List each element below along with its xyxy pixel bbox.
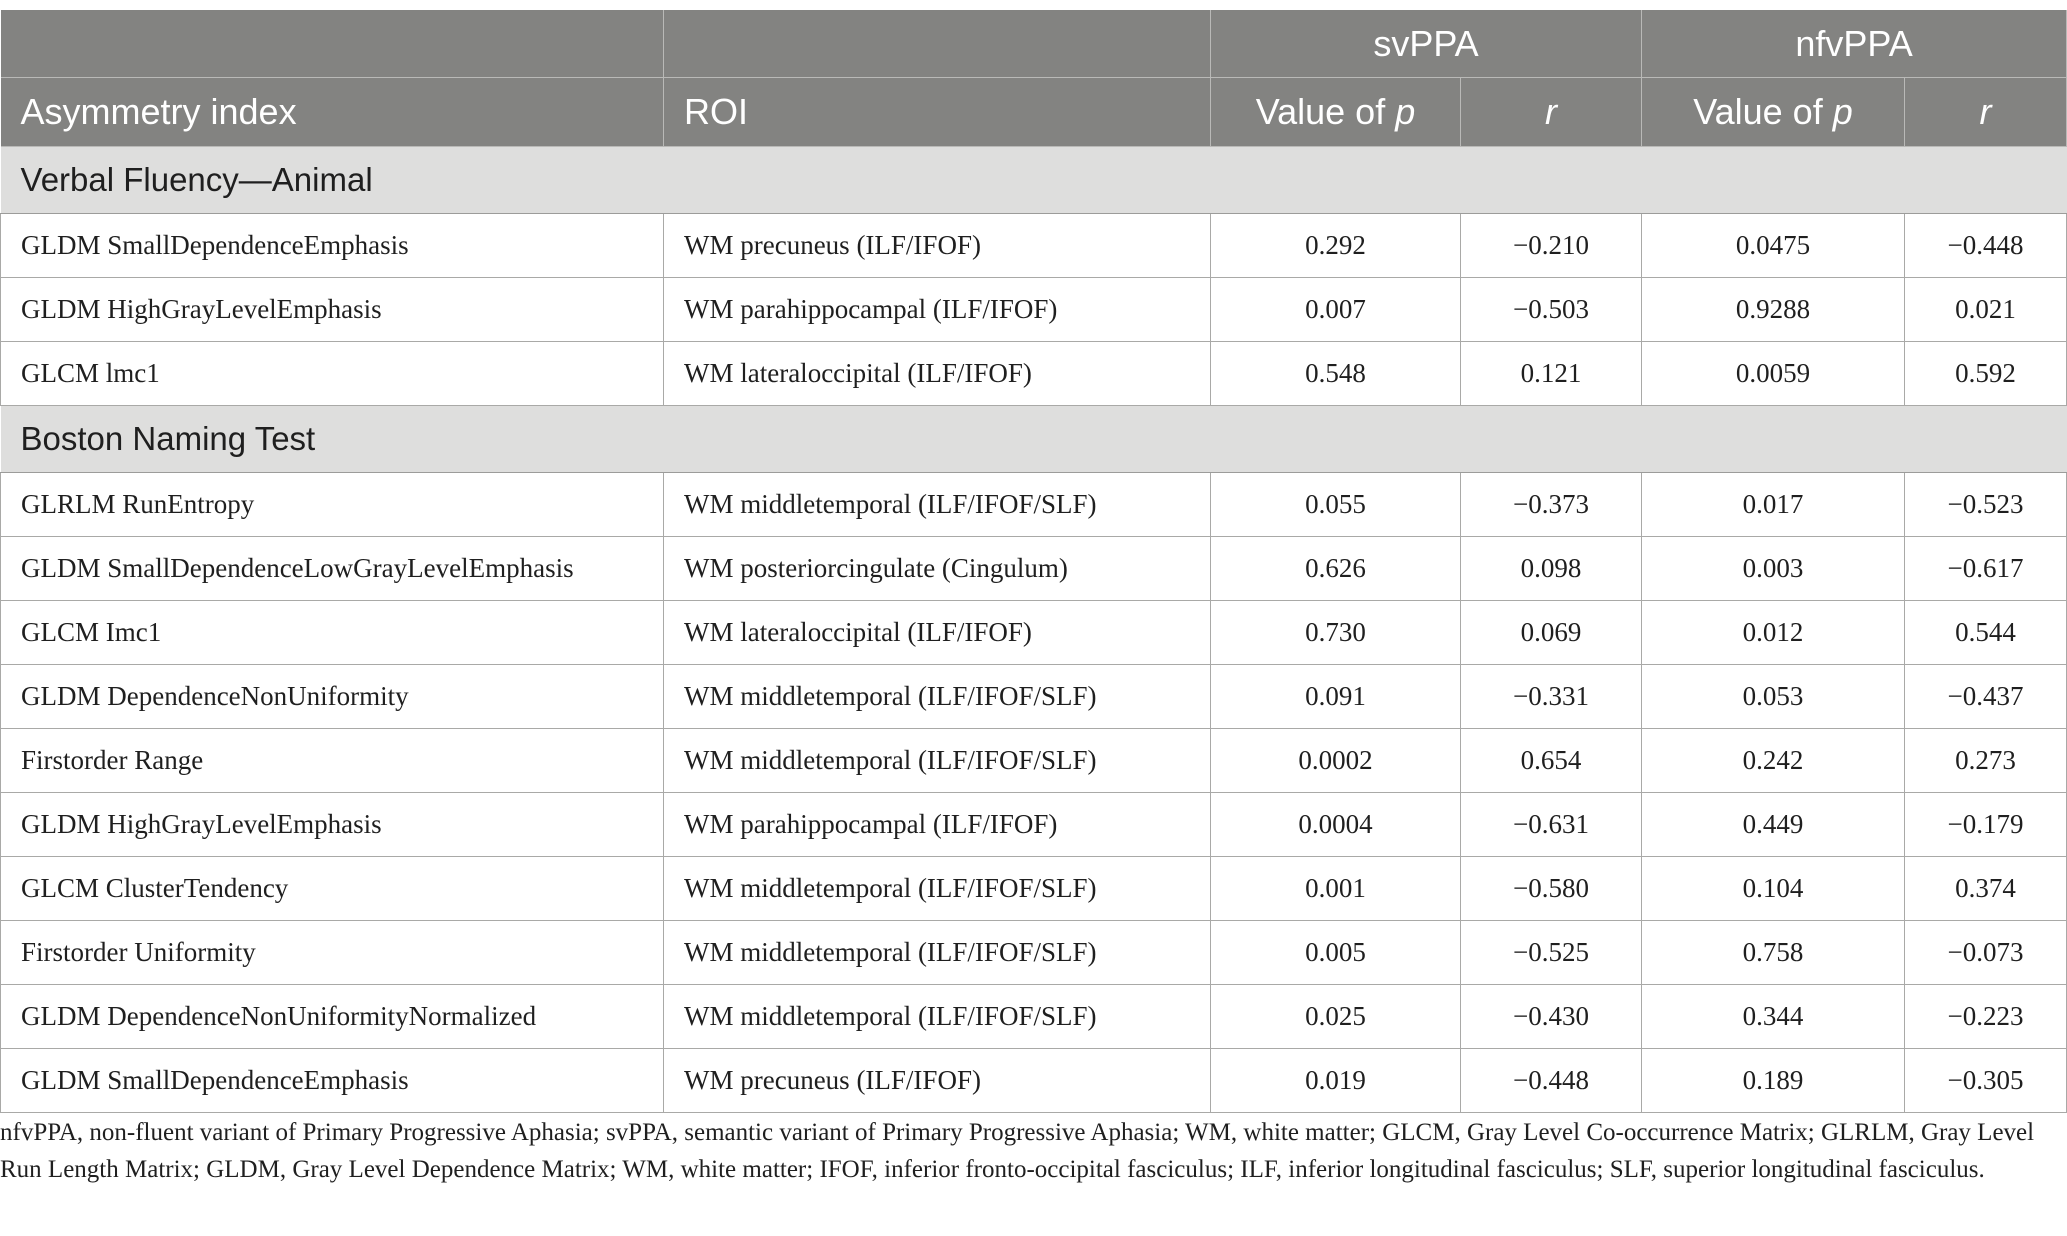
cell-asymmetry-index: GLCM lmc1 xyxy=(1,342,664,406)
table-row xyxy=(1,793,2067,857)
col-header-roi: ROI xyxy=(664,78,1211,147)
col-header-nfv-r xyxy=(1905,78,2067,147)
cell-roi: WM middletemporal (ILF/IFOF/SLF) xyxy=(664,921,1211,985)
cell-roi: WM middletemporal (ILF/IFOF/SLF) xyxy=(664,665,1211,729)
cell-asymmetry-index: GLDM SmallDependenceLowGrayLevelEmphasis xyxy=(1,537,664,601)
cell-nfvppa-p: 0.9288 xyxy=(1642,278,1905,342)
cell-asymmetry-index: GLDM HighGrayLevelEmphasis xyxy=(1,278,664,342)
section-header-row xyxy=(1,406,2067,473)
group-header-row xyxy=(1,10,2067,78)
section-title: Boston Naming Test xyxy=(1,406,2067,473)
table-container xyxy=(0,10,2067,1113)
cell-nfvppa-r: 0.021 xyxy=(1905,278,2067,342)
cell-svppa-p: 0.730 xyxy=(1211,601,1461,665)
cell-svppa-r: −0.525 xyxy=(1461,921,1642,985)
table-row xyxy=(1,214,2067,278)
cell-roi: WM middletemporal (ILF/IFOF/SLF) xyxy=(664,857,1211,921)
cell-nfvppa-r: −0.523 xyxy=(1905,473,2067,537)
empty-header-cell xyxy=(1,10,664,78)
cell-svppa-r: −0.430 xyxy=(1461,985,1642,1049)
column-header-row xyxy=(1,78,2067,147)
cell-svppa-p: 0.019 xyxy=(1211,1049,1461,1113)
col-header-sv-p xyxy=(1211,78,1461,147)
table-header xyxy=(1,10,2067,147)
col-header-r-symbol: r xyxy=(1979,91,1992,132)
cell-nfvppa-r: −0.073 xyxy=(1905,921,2067,985)
table-row xyxy=(1,473,2067,537)
cell-nfvppa-p: 0.104 xyxy=(1642,857,1905,921)
cell-roi: WM posteriorcingulate (Cingulum) xyxy=(664,537,1211,601)
cell-roi: WM middletemporal (ILF/IFOF/SLF) xyxy=(664,473,1211,537)
cell-roi: WM lateraloccipital (ILF/IFOF) xyxy=(664,342,1211,406)
cell-nfvppa-p: 0.012 xyxy=(1642,601,1905,665)
table-row xyxy=(1,857,2067,921)
cell-nfvppa-r: −0.437 xyxy=(1905,665,2067,729)
cell-nfvppa-p: 0.0059 xyxy=(1642,342,1905,406)
cell-roi: WM parahippocampal (ILF/IFOF) xyxy=(664,793,1211,857)
cell-svppa-p: 0.001 xyxy=(1211,857,1461,921)
cell-svppa-p: 0.007 xyxy=(1211,278,1461,342)
cell-svppa-p: 0.005 xyxy=(1211,921,1461,985)
table-row xyxy=(1,729,2067,793)
cell-nfvppa-p: 0.242 xyxy=(1642,729,1905,793)
cell-asymmetry-index: GLCM Imc1 xyxy=(1,601,664,665)
cell-svppa-r: 0.098 xyxy=(1461,537,1642,601)
cell-roi: WM precuneus (ILF/IFOF) xyxy=(664,214,1211,278)
cell-roi: WM parahippocampal (ILF/IFOF) xyxy=(664,278,1211,342)
cell-nfvppa-p: 0.758 xyxy=(1642,921,1905,985)
cell-nfvppa-r: −0.617 xyxy=(1905,537,2067,601)
cell-svppa-p: 0.548 xyxy=(1211,342,1461,406)
cell-svppa-p: 0.0002 xyxy=(1211,729,1461,793)
col-header-value-of: Value of xyxy=(1255,91,1396,132)
table-row xyxy=(1,537,2067,601)
cell-nfvppa-p: 0.017 xyxy=(1642,473,1905,537)
cell-svppa-r: −0.210 xyxy=(1461,214,1642,278)
cell-svppa-p: 0.055 xyxy=(1211,473,1461,537)
cell-svppa-r: −0.503 xyxy=(1461,278,1642,342)
cell-svppa-r: −0.331 xyxy=(1461,665,1642,729)
cell-nfvppa-r: 0.273 xyxy=(1905,729,2067,793)
cell-roi: WM middletemporal (ILF/IFOF/SLF) xyxy=(664,985,1211,1049)
table-row xyxy=(1,665,2067,729)
table-body xyxy=(1,147,2067,1113)
cell-asymmetry-index: GLDM DependenceNonUniformity xyxy=(1,665,664,729)
cell-asymmetry-index: Firstorder Uniformity xyxy=(1,921,664,985)
cell-asymmetry-index: GLDM HighGrayLevelEmphasis xyxy=(1,793,664,857)
section-header-row xyxy=(1,147,2067,214)
cell-svppa-r: 0.121 xyxy=(1461,342,1642,406)
cell-svppa-p: 0.626 xyxy=(1211,537,1461,601)
cell-nfvppa-p: 0.449 xyxy=(1642,793,1905,857)
cell-svppa-p: 0.0004 xyxy=(1211,793,1461,857)
cell-asymmetry-index: GLCM ClusterTendency xyxy=(1,857,664,921)
cell-nfvppa-r: 0.592 xyxy=(1905,342,2067,406)
col-header-asymmetry-index: Asymmetry index xyxy=(1,78,664,147)
cell-nfvppa-r: −0.179 xyxy=(1905,793,2067,857)
cell-asymmetry-index: GLDM SmallDependenceEmphasis xyxy=(1,214,664,278)
cell-nfvppa-p: 0.003 xyxy=(1642,537,1905,601)
cell-svppa-r: −0.580 xyxy=(1461,857,1642,921)
cell-nfvppa-p: 0.189 xyxy=(1642,1049,1905,1113)
empty-header-cell xyxy=(664,10,1211,78)
cell-svppa-r: 0.069 xyxy=(1461,601,1642,665)
cell-asymmetry-index: GLDM DependenceNonUniformityNormalized xyxy=(1,985,664,1049)
cell-nfvppa-r: 0.374 xyxy=(1905,857,2067,921)
col-header-value-of: Value of xyxy=(1693,91,1833,132)
group-header-svppa: svPPA xyxy=(1211,10,1642,78)
cell-svppa-r: −0.631 xyxy=(1461,793,1642,857)
section-title: Verbal Fluency—Animal xyxy=(1,147,2067,214)
col-header-p-symbol: p xyxy=(1832,91,1853,132)
col-header-p-symbol: p xyxy=(1395,91,1416,132)
group-header-nfvppa: nfvPPA xyxy=(1642,10,2067,78)
col-header-sv-r xyxy=(1461,78,1642,147)
table-row xyxy=(1,921,2067,985)
cell-nfvppa-p: 0.0475 xyxy=(1642,214,1905,278)
cell-asymmetry-index: Firstorder Range xyxy=(1,729,664,793)
cell-nfvppa-p: 0.053 xyxy=(1642,665,1905,729)
cell-nfvppa-r: −0.448 xyxy=(1905,214,2067,278)
table-row xyxy=(1,601,2067,665)
cell-svppa-p: 0.025 xyxy=(1211,985,1461,1049)
results-table xyxy=(0,10,2067,1113)
cell-svppa-r: −0.373 xyxy=(1461,473,1642,537)
table-row xyxy=(1,1049,2067,1113)
cell-nfvppa-p: 0.344 xyxy=(1642,985,1905,1049)
col-header-r-symbol: r xyxy=(1545,91,1557,132)
cell-nfvppa-r: 0.544 xyxy=(1905,601,2067,665)
cell-asymmetry-index: GLDM SmallDependenceEmphasis xyxy=(1,1049,664,1113)
cell-svppa-p: 0.292 xyxy=(1211,214,1461,278)
cell-roi: WM middletemporal (ILF/IFOF/SLF) xyxy=(664,729,1211,793)
table-row xyxy=(1,342,2067,406)
cell-nfvppa-r: −0.223 xyxy=(1905,985,2067,1049)
cell-roi: WM lateraloccipital (ILF/IFOF) xyxy=(664,601,1211,665)
table-row xyxy=(1,278,2067,342)
cell-asymmetry-index: GLRLM RunEntropy xyxy=(1,473,664,537)
cell-roi: WM precuneus (ILF/IFOF) xyxy=(664,1049,1211,1113)
col-header-nfv-p xyxy=(1642,78,1905,147)
cell-nfvppa-r: −0.305 xyxy=(1905,1049,2067,1113)
cell-svppa-r: −0.448 xyxy=(1461,1049,1642,1113)
table-footnote: nfvPPA, non-fluent variant of Primary Progressive Aphasia; svPPA, semantic variant of Primary Progressive Aphasia; WM, white matter; GLCM, Gray Level Co-occurrence Matrix; GLRLM, Gray Level Run Length Matrix; GLDM, Gray Level Dependence Matrix; WM, white matter; IFOF, inferior fronto-occipital fasciculus; ILF, inferior longitudinal fasciculus; SLF, superior longitudinal fasciculus. xyxy=(0,1119,2035,1183)
table-row xyxy=(1,985,2067,1049)
cell-svppa-p: 0.091 xyxy=(1211,665,1461,729)
cell-svppa-r: 0.654 xyxy=(1461,729,1642,793)
